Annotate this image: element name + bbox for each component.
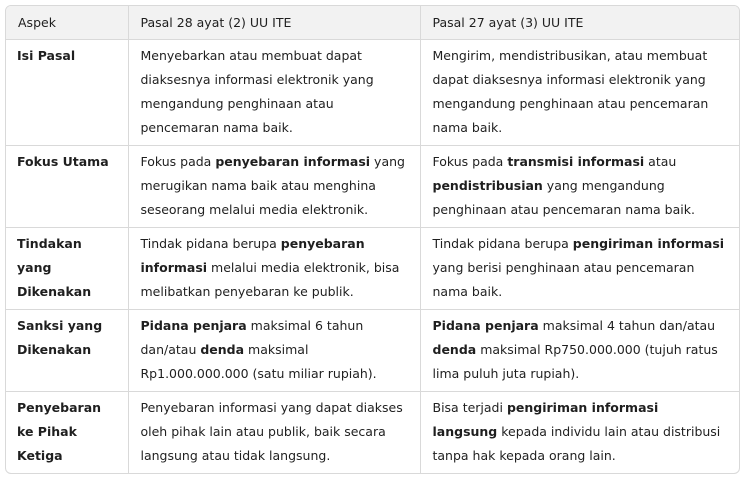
- table-row: [6, 146, 739, 228]
- header-pasal-28: Pasal 28 ayat (2) UU ITE: [128, 6, 420, 40]
- table-header-row: [6, 6, 739, 40]
- table-row: [6, 310, 739, 392]
- cell-pasal-28: Fokus pada penyebaran informasi yang merugikan nama baik atau menghina seseorang melalui media elektronik.: [128, 146, 420, 228]
- row-aspect: Sanksi yang Dikenakan: [6, 310, 128, 392]
- row-aspect: Penyebaran ke Pihak Ketiga: [6, 392, 128, 474]
- table-row: [6, 228, 739, 310]
- cell-pasal-27: Mengirim, mendistribusikan, atau membuat dapat diaksesnya informasi elektronik yang mengandung penghinaan atau pencemaran nama baik.: [420, 40, 739, 146]
- cell-pasal-27: Bisa terjadi pengiriman informasi langsung kepada individu lain atau distribusi tanpa hak kepada orang lain.: [432, 400, 721, 463]
- row-aspect: Isi Pasal: [6, 40, 128, 146]
- cell-pasal-28: Tindak pidana berupa penyebaran informasi melalui media elektronik, bisa melibatkan penyebaran ke publik.: [128, 228, 420, 310]
- row-aspect: Tindakan yang Dikenakan: [6, 228, 128, 310]
- cell-pasal-28: Menyebarkan atau membuat dapat diaksesnya informasi elektronik yang mengandung penghinaan atau pencemaran nama baik.: [128, 40, 420, 146]
- cell-pasal-27: Fokus pada transmisi informasi atau pendistribusian yang mengandung penghinaan atau pencemaran nama baik.: [420, 146, 739, 228]
- cell-pasal-27: Tindak pidana berupa pengiriman informasi yang berisi penghinaan atau pencemaran nama baik.: [420, 228, 739, 310]
- cell-pasal-27: Pidana penjara maksimal 4 tahun dan/atau denda maksimal Rp750.000.000 (tujuh ratus lima puluh juta rupiah).: [420, 310, 739, 392]
- table-row: [6, 40, 739, 146]
- comparison-table: [6, 6, 739, 473]
- header-pasal-27: Pasal 27 ayat (3) UU ITE: [420, 6, 739, 40]
- cell-pasal-28: Pidana penjara maksimal 6 tahun dan/atau denda maksimal Rp1.000.000.000 (satu miliar rupiah).: [128, 310, 420, 392]
- header-aspek: Aspek: [6, 6, 128, 40]
- row-aspect: Fokus Utama: [6, 146, 128, 228]
- comparison-table-container: [5, 5, 740, 474]
- cell-pasal-28: Penyebaran informasi yang dapat diakses oleh pihak lain atau publik, baik secara langsung atau tidak langsung.: [128, 392, 420, 474]
- table-row: [6, 392, 739, 474]
